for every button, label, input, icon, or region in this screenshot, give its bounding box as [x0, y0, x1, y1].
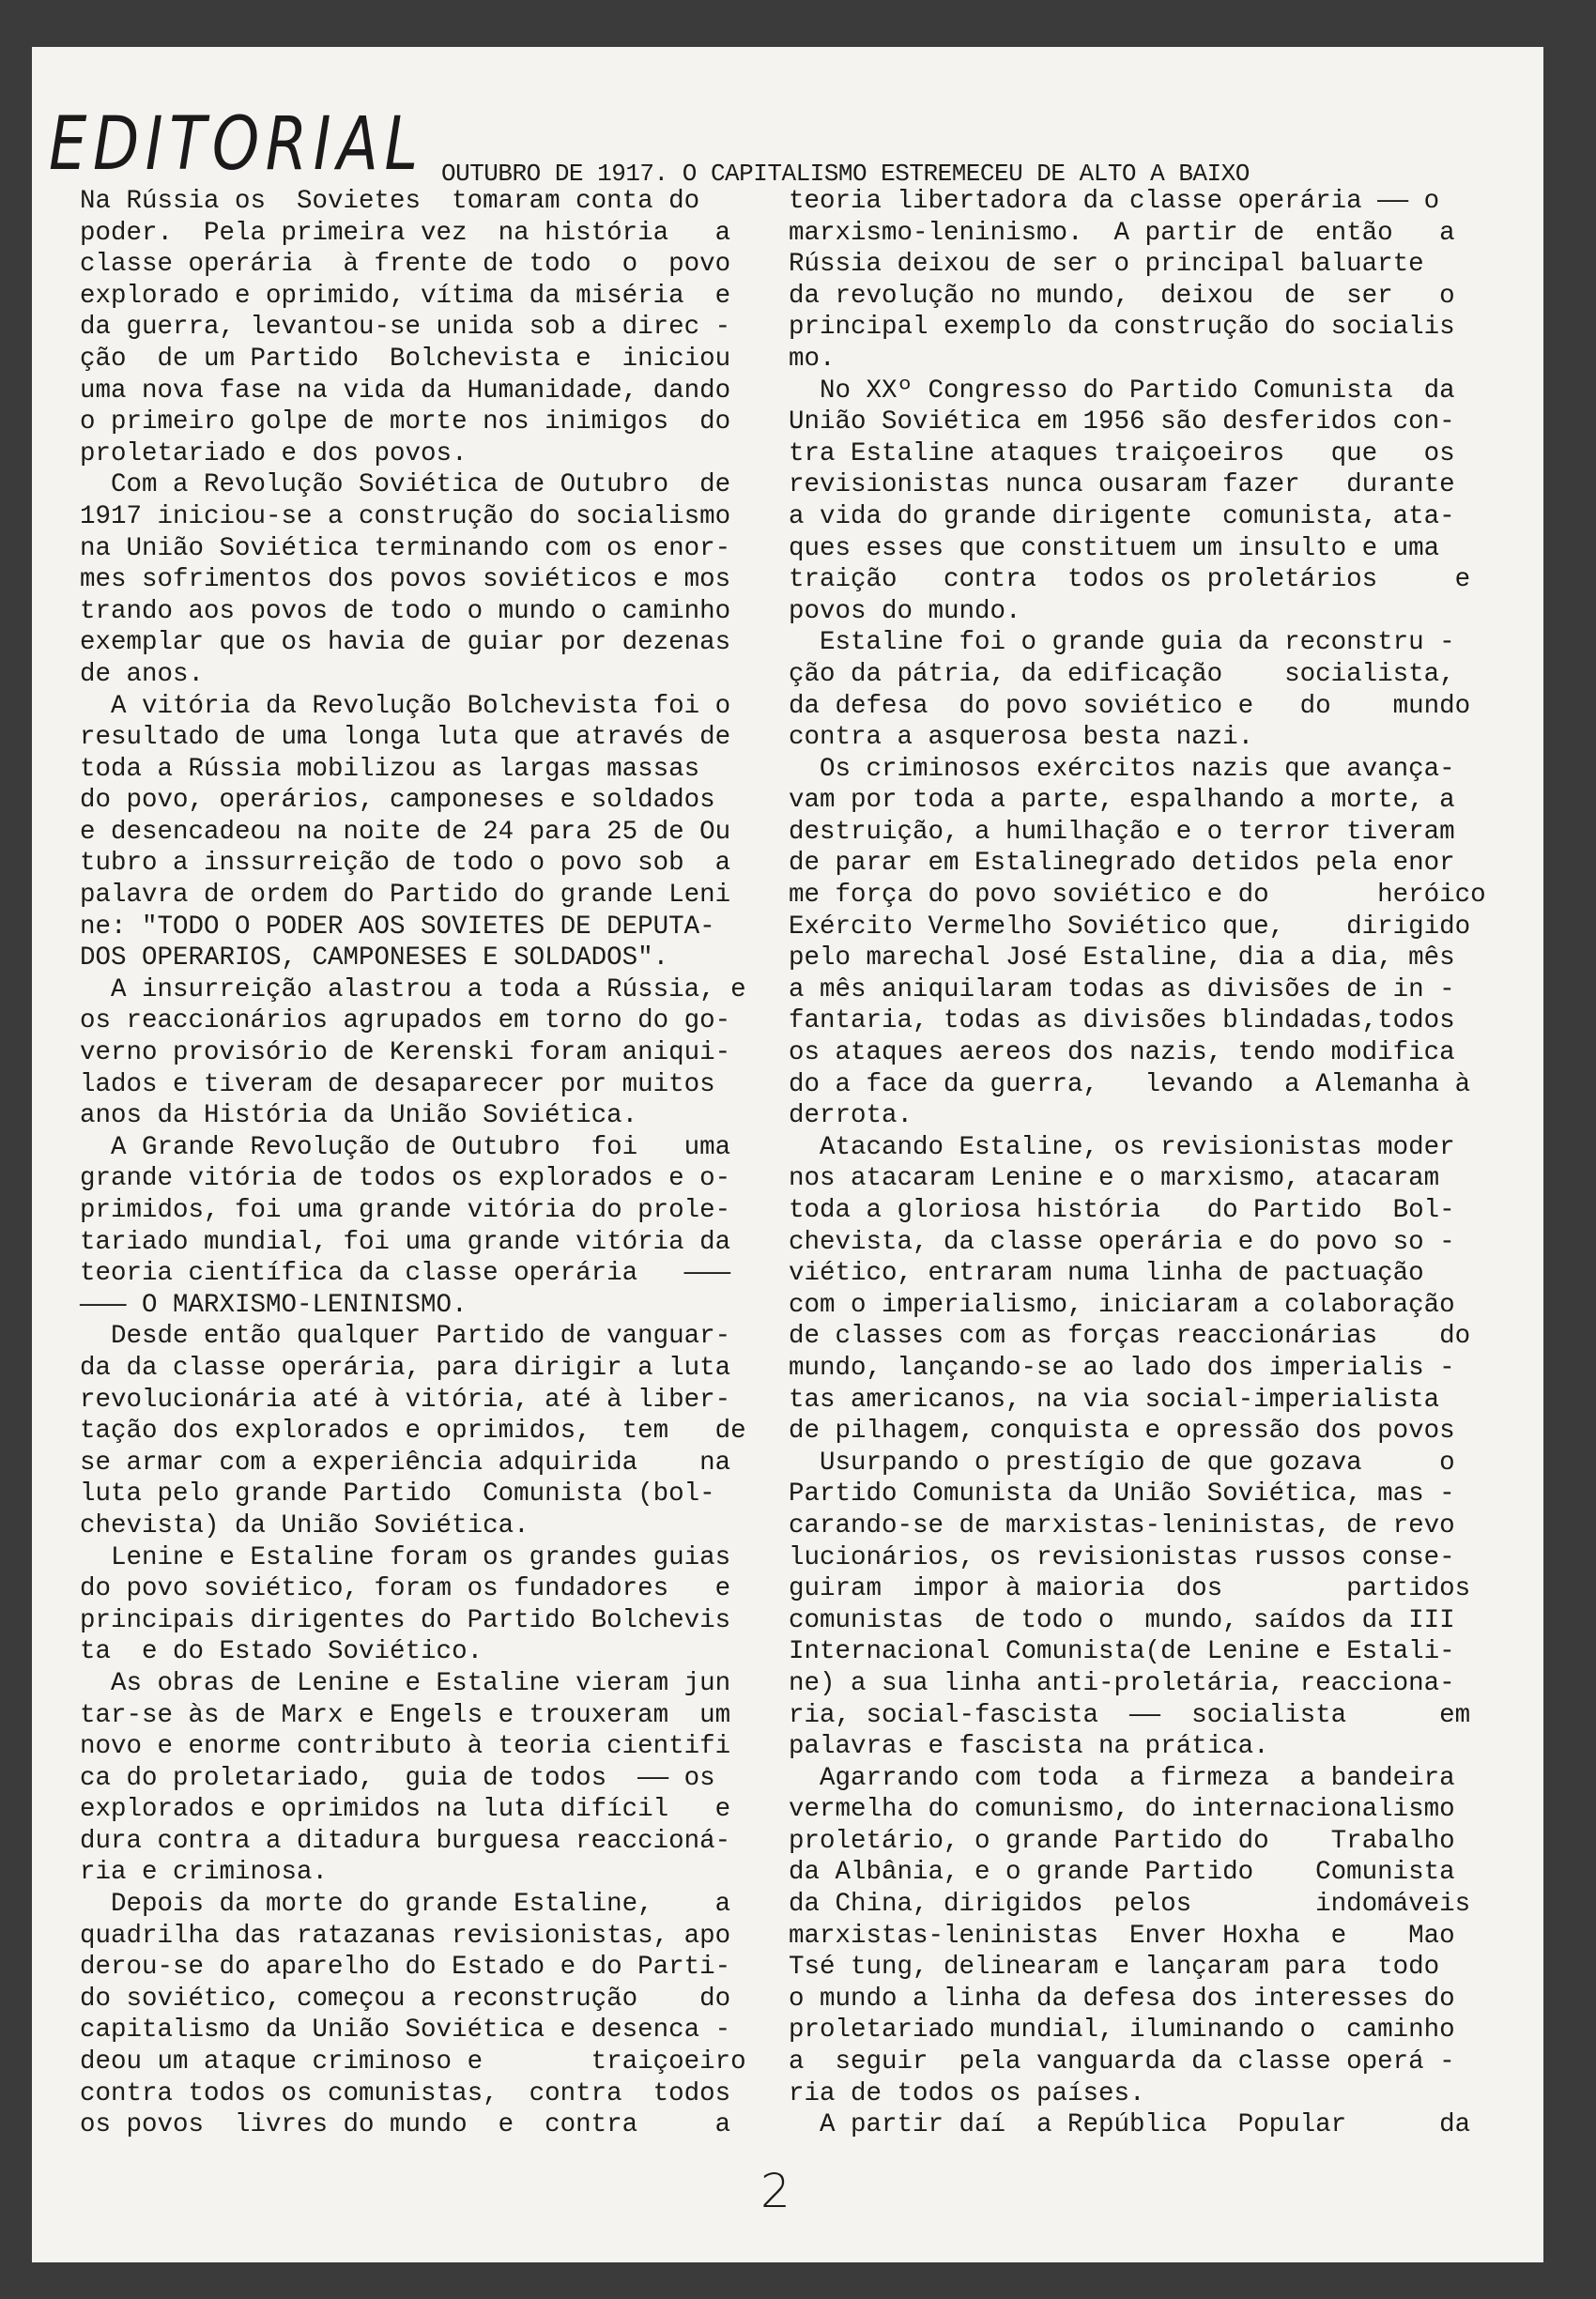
text-line: derou-se do aparelho do Estado e do Parti- [80, 1953, 731, 1983]
text-line: ——— O MARXISMO-LENINISMO. [80, 1290, 468, 1320]
text-line: se armar com a experiência adquirida na [80, 1448, 731, 1478]
text-line: tas americanos, na via social-imperialista [789, 1385, 1440, 1415]
text-line: do soviético, começou a reconstrução do [80, 1984, 731, 2014]
text-line: o primeiro golpe de morte nos inimigos do [80, 407, 731, 437]
text-line: novo e enorme contributo à teoria cientifi [80, 1732, 731, 1762]
text-line: chevista) da União Soviética. [80, 1510, 529, 1540]
text-line: principais dirigentes do Partido Bolchevis [80, 1605, 731, 1635]
text-line: Agarrando com toda a firmeza a bandeira [789, 1763, 1455, 1793]
text-line: toda a Rússia mobilizou as largas massas [80, 754, 700, 784]
text-line: Atacando Estaline, os revisionistas moder [789, 1132, 1455, 1162]
text-line: proletariado e dos povos. [80, 438, 468, 468]
text-line: povos do mundo. [789, 596, 1021, 626]
text-line: Exército Vermelho Soviético que, dirigido [789, 912, 1471, 942]
text-line: explorado e oprimido, vítima da miséria e [80, 281, 731, 311]
text-line: derrota. [789, 1101, 913, 1131]
text-line: vermelha do comunismo, do internacionalismo [789, 1795, 1455, 1825]
text-line: os povos livres do mundo e contra a [80, 2110, 731, 2140]
text-line: anos da História da União Soviética. [80, 1101, 638, 1131]
text-line: trando aos povos de todo o mundo o caminho [80, 596, 731, 626]
text-line: ria, social-fascista —— socialista em [789, 1700, 1471, 1730]
text-line: explorados e oprimidos na luta difícil e [80, 1795, 731, 1825]
text-line: pelo marechal José Estaline, dia a dia, mês [789, 943, 1455, 973]
text-line: Usurpando o prestígio de que gozava o [789, 1448, 1455, 1478]
text-line: carando-se de marxistas-leninistas, de revo [789, 1510, 1455, 1540]
text-line: mundo, lançando-se ao lado dos imperialis - [789, 1353, 1455, 1383]
text-line: Os criminosos exércitos nazis que avança- [789, 754, 1455, 784]
left-column [80, 186, 746, 2141]
text-line: ria de todos os países. [789, 2078, 1145, 2108]
text-line: exemplar que os havia de guiar por dezenas [80, 628, 731, 658]
text-line: mo. [789, 344, 836, 374]
text-line: ção de um Partido Bolchevista e iniciou [80, 344, 731, 374]
text-line: viético, entraram numa linha de pactuação [789, 1259, 1424, 1289]
text-line: do povo, operários, camponeses e soldados [80, 786, 715, 816]
text-line: ques esses que constituem um insulto e uma [789, 533, 1440, 563]
text-line: ria e criminosa. [80, 1858, 329, 1888]
text-line: lados e tiveram de desaparecer por muitos [80, 1069, 715, 1099]
text-line: principal exemplo da construção do socialis [789, 313, 1455, 343]
text-line: primidos, foi uma grande vitória do prole- [80, 1196, 731, 1225]
text-line: os ataques aereos dos nazis, tendo modifica [789, 1038, 1455, 1068]
text-line: Com a Revolução Soviética de Outubro de [80, 470, 731, 500]
text-line: palavras e fascista na prática. [789, 1732, 1269, 1762]
text-line: A Grande Revolução de Outubro foi uma [80, 1132, 731, 1162]
text-line: DOS OPERARIOS, CAMPONESES E SOLDADOS". [80, 943, 669, 973]
text-line: ção da pátria, da edificação socialista, [789, 659, 1455, 689]
text-line: marxismo-leninismo. A partir de então a [789, 218, 1455, 248]
text-line: tar-se às de Marx e Engels e trouxeram um [80, 1700, 731, 1730]
text-line: uma nova fase na vida da Humanidade, dando [80, 376, 731, 406]
text-line: da guerra, levantou-se unida sob a direc - [80, 313, 731, 343]
text-line: deou um ataque criminoso e traiçoeiro [80, 2047, 746, 2077]
text-line: resultado de uma longa luta que através de [80, 723, 731, 753]
text-line: tariado mundial, foi uma grande vitória da [80, 1227, 731, 1257]
text-line: da Albânia, e o grande Partido Comunista [789, 1858, 1455, 1888]
text-line: os reaccionários agrupados em torno do go- [80, 1006, 731, 1036]
text-line: palavra de ordem do Partido do grande Leni [80, 881, 731, 911]
text-line: com o imperialismo, iniciaram a colaboração [789, 1290, 1455, 1320]
text-line: da defesa do povo soviético e do mundo [789, 691, 1471, 721]
text-line: na União Soviética terminando com os enor- [80, 533, 731, 563]
text-line: A vitória da Revolução Bolchevista foi o [80, 691, 731, 721]
text-line: Internacional Comunista(de Lenine e Estali- [789, 1637, 1455, 1667]
text-line: fantaria, todas as divisões blindadas,todos [789, 1006, 1455, 1036]
text-line: União Soviética em 1956 são desferidos con- [789, 407, 1455, 437]
text-line: teoria científica da classe operária ——— [80, 1259, 731, 1289]
text-line: da revolução no mundo, deixou de ser o [789, 281, 1455, 311]
text-line: vam por toda a parte, espalhando a morte, a [789, 786, 1455, 816]
text-line: contra todos os comunistas, contra todos [80, 2078, 731, 2108]
text-line: Na Rússia os Sovietes tomaram conta do [80, 187, 700, 216]
text-line: Rússia deixou de ser o principal baluarte [789, 250, 1424, 280]
text-line: me força do povo soviético e do heróico [789, 881, 1486, 911]
text-line: Tsé tung, delinearam e lançaram para todo [789, 1953, 1440, 1983]
text-line: lucionários, os revisionistas russos conse- [789, 1542, 1455, 1572]
text-line: A partir daí a República Popular da [789, 2110, 1471, 2140]
text-line: Partido Comunista da União Soviética, mas - [789, 1479, 1455, 1510]
text-line: Desde então qualquer Partido de vanguar- [80, 1322, 731, 1352]
text-line: 1917 iniciou-se a construção do socialismo [80, 501, 731, 531]
text-line: Lenine e Estaline foram os grandes guias [80, 1542, 731, 1572]
headline: OUTUBRO DE 1917. O CAPITALISMO ESTREMECEU DE ALTO A BAIXO [441, 160, 1250, 188]
text-line: classe operária à frente de todo o povo [80, 250, 731, 280]
text-line: do povo soviético, foram os fundadores e [80, 1574, 731, 1604]
text-line: e desencadeou na noite de 24 para 25 de Ou [80, 817, 731, 847]
text-line: ca do proletariado, guia de todos —— os [80, 1763, 715, 1793]
text-line: de parar em Estalinegrado detidos pela enor [789, 849, 1455, 879]
text-line: a mês aniquilaram todas as divisões de in - [789, 974, 1455, 1004]
text-line: dura contra a ditadura burguesa reaccioná- [80, 1826, 731, 1856]
text-line: a seguir pela vanguarda da classe operá - [789, 2047, 1455, 2077]
text-line: ne: "TODO O PODER AOS SOVIETES DE DEPUTA- [80, 912, 715, 942]
text-line: grande vitória de todos os explorados e o- [80, 1164, 731, 1194]
text-line: do a face da guerra, levando a Alemanha à [789, 1069, 1471, 1099]
text-line: proletariado mundial, iluminando o caminho [789, 2015, 1455, 2046]
text-line: proletário, o grande Partido do Trabalho [789, 1826, 1455, 1856]
right-column [789, 186, 1486, 2141]
text-line: A insurreição alastrou a toda a Rússia, e [80, 974, 746, 1004]
text-line: luta pelo grande Partido Comunista (bol- [80, 1479, 715, 1510]
text-line: nos atacaram Lenine e o marxismo, atacaram [789, 1164, 1440, 1194]
text-line: revisionistas nunca ousaram fazer durante [789, 470, 1455, 500]
text-line: tra Estaline ataques traiçoeiros que os [789, 438, 1455, 468]
text-line: tubro a inssurreição de todo o povo sob a [80, 849, 731, 879]
text-line: de anos. [80, 659, 205, 689]
text-line: guiram impor à maioria dos partidos [789, 1574, 1471, 1604]
text-line: revolucionária até à vitória, até à liber- [80, 1385, 731, 1415]
page-number: 2 [760, 2164, 790, 2218]
text-line: comunistas de todo o mundo, saídos da III [789, 1605, 1455, 1635]
text-line: de pilhagem, conquista e opressão dos povos [789, 1417, 1455, 1447]
text-line: destruição, a humilhação e o terror tiveram [789, 817, 1455, 847]
text-line: verno provisório de Kerenski foram aniqui- [80, 1038, 731, 1068]
text-line: contra a asquerosa besta nazi. [789, 723, 1254, 753]
text-line: quadrilha das ratazanas revisionistas, apo [80, 1921, 731, 1951]
text-line: Depois da morte do grande Estaline, a [80, 1890, 731, 1920]
masthead-title: EDITORIAL [49, 102, 424, 187]
text-line: o mundo a linha da defesa dos interesses do [789, 1984, 1455, 2014]
text-line: ta e do Estado Soviético. [80, 1637, 483, 1667]
text-line: a vida do grande dirigente comunista, ata- [789, 501, 1455, 531]
text-line: mes sofrimentos dos povos soviéticos e mos [80, 565, 731, 595]
text-line: traição contra todos os proletários e [789, 565, 1471, 595]
text-line: No XXº Congresso do Partido Comunista da [789, 376, 1455, 406]
text-line: As obras de Lenine e Estaline vieram jun [80, 1668, 731, 1698]
text-line: chevista, da classe operária e do povo so - [789, 1227, 1455, 1257]
text-line: Estaline foi o grande guia da reconstru - [789, 628, 1455, 658]
text-line: de classes com as forças reaccionárias do [789, 1322, 1471, 1352]
text-line: poder. Pela primeira vez na história a [80, 218, 731, 248]
text-line: toda a gloriosa história do Partido Bol- [789, 1196, 1455, 1225]
text-line: marxistas-leninistas Enver Hoxha e Mao [789, 1921, 1455, 1951]
text-line: da China, dirigidos pelos indomáveis [789, 1890, 1471, 1920]
text-line: ne) a sua linha anti-proletária, reacciona- [789, 1668, 1455, 1698]
text-line: teoria libertadora da classe operária —— o [789, 187, 1440, 216]
text-line: da da classe operária, para dirigir a luta [80, 1353, 731, 1383]
text-line: capitalismo da União Soviética e desenca - [80, 2015, 731, 2046]
text-line: tação dos explorados e oprimidos, tem de [80, 1417, 746, 1447]
